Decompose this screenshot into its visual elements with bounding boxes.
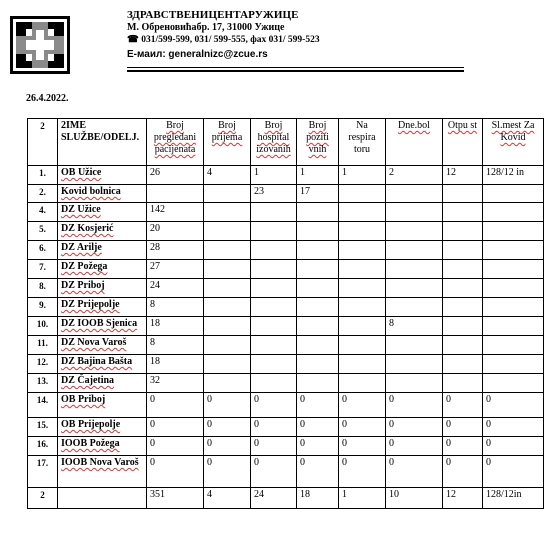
data-cell: 0: [339, 393, 386, 418]
column-header: Broj pregledani pacijenata: [147, 119, 204, 166]
data-cell: [204, 279, 251, 298]
data-cell: [483, 203, 544, 222]
data-cell: [297, 279, 339, 298]
data-cell: 24: [147, 279, 204, 298]
data-cell: [297, 260, 339, 279]
data-cell: [297, 298, 339, 317]
row-number: 8.: [28, 279, 58, 298]
data-cell: 4: [204, 488, 251, 509]
data-cell: [386, 374, 443, 393]
data-cell: 8: [386, 317, 443, 336]
data-cell: 0: [147, 418, 204, 437]
data-cell: 0: [204, 456, 251, 488]
data-cell: 0: [443, 456, 483, 488]
data-cell: 23: [251, 185, 297, 203]
data-cell: [443, 298, 483, 317]
data-cell: 0: [204, 418, 251, 437]
table-row: [28, 317, 544, 336]
data-cell: [251, 241, 297, 260]
table-row: [28, 393, 544, 418]
row-number: 9.: [28, 298, 58, 317]
data-cell: [204, 298, 251, 317]
row-number: 7.: [28, 260, 58, 279]
row-number: 16.: [28, 437, 58, 456]
data-cell: 0: [483, 393, 544, 418]
data-cell: 0: [483, 437, 544, 456]
data-cell: 0: [339, 456, 386, 488]
data-cell: 0: [443, 418, 483, 437]
data-cell: [251, 260, 297, 279]
data-cell: [297, 317, 339, 336]
data-cell: [339, 279, 386, 298]
table-row: [28, 437, 544, 456]
data-cell: [483, 260, 544, 279]
data-cell: [204, 203, 251, 222]
data-cell: [204, 260, 251, 279]
header-rule-thick: [127, 70, 464, 72]
department-name: DZ Nova Varoš: [58, 336, 147, 355]
department-name: OB Prijepolje: [58, 418, 147, 437]
row-number: 10.: [28, 317, 58, 336]
table-row: [28, 355, 544, 374]
data-cell: 0: [204, 437, 251, 456]
organization-address: М. Обреновићабр. 17, 31000 Ужице: [127, 22, 285, 33]
data-cell: 12: [443, 166, 483, 185]
table-row: [28, 418, 544, 437]
data-cell: [204, 336, 251, 355]
data-cell: 0: [339, 437, 386, 456]
organization-phone: ☎ 031/599-599, 031/ 599-555, фах 031/ 599-523: [127, 35, 320, 45]
data-cell: 1: [297, 166, 339, 185]
data-cell: 0: [147, 393, 204, 418]
data-cell: [204, 355, 251, 374]
data-cell: 0: [147, 437, 204, 456]
row-number: 1.: [28, 166, 58, 185]
data-cell: [251, 317, 297, 336]
data-cell: 12: [443, 488, 483, 509]
data-cell: [483, 317, 544, 336]
table-row: [28, 222, 544, 241]
data-cell: 142: [147, 203, 204, 222]
row-number: 4.: [28, 203, 58, 222]
data-cell: [204, 241, 251, 260]
data-cell: 1: [339, 166, 386, 185]
data-cell: [386, 203, 443, 222]
health-center-logo: [10, 16, 70, 74]
data-cell: 18: [297, 488, 339, 509]
data-cell: 24: [251, 488, 297, 509]
data-cell: 0: [297, 393, 339, 418]
report-date: 26.4.2022.: [26, 93, 69, 104]
data-cell: [297, 374, 339, 393]
data-cell: [339, 260, 386, 279]
department-name: DZ Užice: [58, 203, 147, 222]
table-row: [28, 203, 544, 222]
data-cell: 18: [147, 317, 204, 336]
row-number: 5.: [28, 222, 58, 241]
column-header: Na respira toru: [339, 119, 386, 166]
organization-email: Е-маил: generalnizc@zcue.rs: [127, 49, 268, 60]
data-cell: [251, 336, 297, 355]
column-header: Broj poziti vnih: [297, 119, 339, 166]
data-cell: 0: [386, 393, 443, 418]
data-cell: 128/12 in: [483, 166, 544, 185]
department-name: DZ IOOB Sjenica: [58, 317, 147, 336]
table-row: [28, 298, 544, 317]
department-name: OB Užice: [58, 166, 147, 185]
column-header: Broj hospital izovanih: [251, 119, 297, 166]
data-cell: [443, 355, 483, 374]
data-cell: 351: [147, 488, 204, 509]
row-number: 2.: [28, 185, 58, 203]
table-row: [28, 279, 544, 298]
row-number: 14.: [28, 393, 58, 418]
data-cell: [339, 336, 386, 355]
data-cell: 27: [147, 260, 204, 279]
data-cell: [297, 241, 339, 260]
data-cell: [297, 336, 339, 355]
data-cell: [443, 241, 483, 260]
department-name: DZ Požega: [58, 260, 147, 279]
data-cell: 0: [147, 456, 204, 488]
data-cell: 10: [386, 488, 443, 509]
data-cell: 0: [483, 418, 544, 437]
data-cell: 2: [386, 166, 443, 185]
department-name: DZ Arilje: [58, 241, 147, 260]
department-name: DZ Prijepolje: [58, 298, 147, 317]
department-name: DZ Priboj: [58, 279, 147, 298]
column-header: Otpu st: [443, 119, 483, 166]
data-cell: 0: [251, 393, 297, 418]
data-cell: [386, 355, 443, 374]
row-number: 17.: [28, 456, 58, 488]
data-cell: [386, 260, 443, 279]
data-cell: [483, 374, 544, 393]
department-name: DZ Bajina Bašta: [58, 355, 147, 374]
data-cell: 18: [147, 355, 204, 374]
data-cell: [483, 336, 544, 355]
data-cell: [339, 241, 386, 260]
column-header: 2IME SLUŽBE/ODELJ.: [58, 119, 147, 166]
department-name: IOOB Nova Varoš: [58, 456, 147, 488]
data-cell: [204, 374, 251, 393]
data-cell: 0: [297, 456, 339, 488]
row-number: 6.: [28, 241, 58, 260]
data-cell: [386, 279, 443, 298]
data-cell: [251, 279, 297, 298]
data-cell: [443, 185, 483, 203]
data-cell: [483, 279, 544, 298]
row-number: 13.: [28, 374, 58, 393]
row-number: 11.: [28, 336, 58, 355]
data-cell: 0: [386, 418, 443, 437]
table-header-row: [28, 119, 544, 166]
row-number: 12.: [28, 355, 58, 374]
data-cell: 20: [147, 222, 204, 241]
data-cell: [483, 185, 544, 203]
data-cell: 1: [339, 488, 386, 509]
row-number: 2: [28, 488, 58, 509]
data-cell: [339, 355, 386, 374]
data-cell: [339, 203, 386, 222]
data-cell: [443, 260, 483, 279]
table-row: [28, 336, 544, 355]
department-name: Kovid bolnica: [58, 185, 147, 203]
table-row: [28, 260, 544, 279]
column-header: Broj prijema: [204, 119, 251, 166]
data-cell: [386, 222, 443, 241]
data-cell: [443, 279, 483, 298]
table-row: [28, 185, 544, 203]
data-cell: [297, 203, 339, 222]
data-cell: 26: [147, 166, 204, 185]
data-cell: [339, 374, 386, 393]
data-cell: 0: [251, 418, 297, 437]
data-cell: [483, 241, 544, 260]
data-cell: [339, 317, 386, 336]
data-cell: [339, 185, 386, 203]
data-cell: 0: [386, 437, 443, 456]
organization-name: ЗДРАВСТВЕНИЦЕНТАРУЖИЦЕ: [127, 9, 299, 21]
data-cell: [251, 298, 297, 317]
data-cell: [443, 203, 483, 222]
data-cell: 0: [443, 393, 483, 418]
table-row: [28, 456, 544, 488]
data-cell: 0: [204, 393, 251, 418]
data-cell: [297, 355, 339, 374]
department-name: DZ Čajetina: [58, 374, 147, 393]
data-cell: [251, 203, 297, 222]
data-cell: 8: [147, 298, 204, 317]
data-cell: 28: [147, 241, 204, 260]
letterhead: [127, 9, 472, 62]
data-cell: [251, 374, 297, 393]
data-cell: [339, 298, 386, 317]
data-cell: 32: [147, 374, 204, 393]
data-cell: [204, 222, 251, 241]
table-row: [28, 166, 544, 185]
data-cell: 0: [443, 437, 483, 456]
data-cell: [386, 336, 443, 355]
department-name: DZ Kosjerić: [58, 222, 147, 241]
data-cell: [386, 185, 443, 203]
data-cell: 1: [251, 166, 297, 185]
table-row: [28, 241, 544, 260]
data-cell: [386, 241, 443, 260]
data-cell: 128/12in: [483, 488, 544, 509]
data-cell: [251, 222, 297, 241]
data-cell: 0: [251, 456, 297, 488]
data-cell: [483, 298, 544, 317]
data-cell: [483, 355, 544, 374]
data-cell: [443, 317, 483, 336]
data-cell: [204, 185, 251, 203]
department-name: OB Priboj: [58, 393, 147, 418]
department-name: IOOB Požega: [58, 437, 147, 456]
data-cell: [483, 222, 544, 241]
data-cell: 17: [297, 185, 339, 203]
row-number: 15.: [28, 418, 58, 437]
data-cell: 0: [386, 456, 443, 488]
column-header: Dne.bol: [386, 119, 443, 166]
data-cell: [251, 355, 297, 374]
data-cell: [443, 374, 483, 393]
data-cell: [297, 222, 339, 241]
data-cell: 0: [297, 418, 339, 437]
data-cell: 0: [339, 418, 386, 437]
data-cell: [443, 336, 483, 355]
column-header: Sl.mest Za Kovid: [483, 119, 544, 166]
column-header: 2: [28, 119, 58, 166]
data-cell: 0: [251, 437, 297, 456]
department-name: [58, 488, 147, 509]
data-cell: 8: [147, 336, 204, 355]
data-cell: [339, 222, 386, 241]
table-row: [28, 374, 544, 393]
data-cell: 0: [483, 456, 544, 488]
data-cell: 0: [297, 437, 339, 456]
daily-report-table: [27, 118, 544, 509]
table-row: [28, 488, 544, 509]
header-rule: [127, 67, 464, 68]
data-cell: [204, 317, 251, 336]
data-cell: [147, 185, 204, 203]
data-cell: 4: [204, 166, 251, 185]
data-cell: [386, 298, 443, 317]
data-cell: [443, 222, 483, 241]
